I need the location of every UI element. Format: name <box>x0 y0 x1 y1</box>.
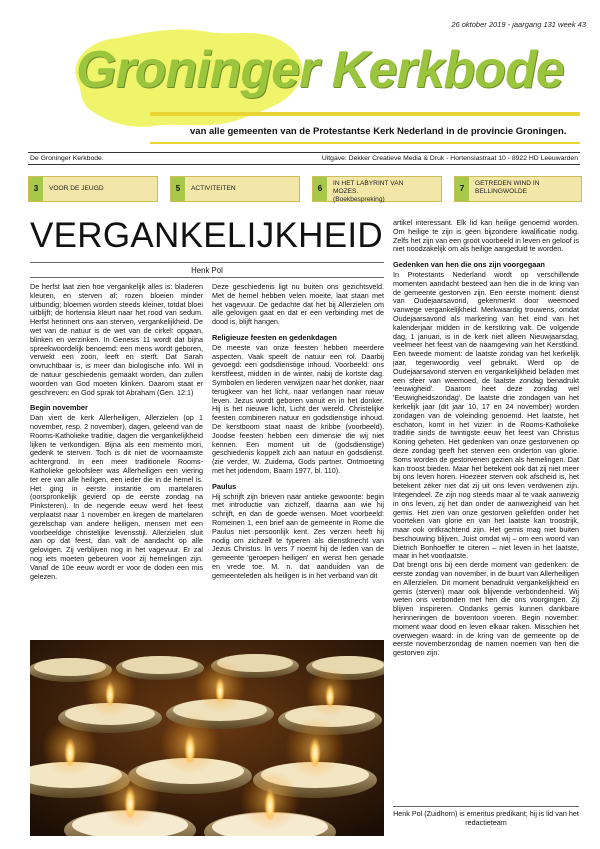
paragraph: Dat brengt ons bij een derde moment van gedenken: de eerste zondag van november, in de buurt van Allerheiligen en Allerzielen. Dit moment benadrukt vergankelijkheid en gemis (sterven) maar ook blijvende verbondenheid. Wij weten ons verbonden met hen die ons voorgingen. Zij blijven inspireren. Ondanks gemis kunnen dankbare herinneringen de boventoon voeren. Begin november: moment waar dood en leven elkaar raken. Misschien het overwegen waard: in de kring van de gemeente op de eerste novemberzondag de namen noemen van hen die gestorven zijn. <box>393 560 579 658</box>
author-bio: Henk Pol (Zuidhorn) is emeritus predikant; hij is lid van het redactieteam <box>393 806 579 828</box>
toc-item[interactable] <box>170 176 300 202</box>
masthead-tagline: van alle gemeenten van de Protestantse Kerk Nederland in de provincie Groningen. <box>190 126 567 137</box>
toc-item[interactable] <box>454 176 582 202</box>
article-column-3 <box>393 219 579 799</box>
toc-page-number: 6 <box>313 177 327 201</box>
author-rule <box>30 277 384 278</box>
paragraph: Hij schrijft zijn brieven naar antieke gewoonte: begin met introductie van zichzelf, daarna aan wie hij schrijft, en dan de goede wensen. Moet voorbeeld: Romeinen 1, een brief aan de gemeente in Rome die Paulus niet persoonlijk kent. Zes verzen heeft hij nodig om zichzelf te typeren als dienstknecht van Jezus Christus. In vers 7 noemt hij de leden van de gemeente 'geroepen heiligen' en wenst hen genade en vrede toe. M. n. dat aanduiden van de gemeenteleden als heiligen is in het verband van dit <box>212 491 384 580</box>
article-headline: VERGANKELIJKHEID <box>30 216 383 255</box>
paragraph: De meeste van onze feesten hebben meerdere aspecten. Vaak speelt de natuur een rol. Daarbij gevoegd: een godsdienstige inhoud. Voorbeeld: ons kerstfeest, midden in de winter, nabij de kortste dag. Symbolen en liederen verwijzen naar het donker, naar terugkeer van het licht, naar verlangen naar nieuw leven. Jezus wordt geboren vanuit en in het donker. Hij is het nieuwe licht, Licht der wereld. Christelijke feesten combineren natuur en godsdienstige inhoud. De kerstboom staat naast de kribbe (voorbeeld). Joodse feesten hebben een dimensie die wij niet kennen. Een moment uit de (godsdienstige) geschiedenis koppelt zich aan natuur en godsdienst. (zie verder, W. Zuidema, Gods partner. Ontmoeting met het jodendom, Baarn 1977, bl. 110). <box>212 342 384 475</box>
toc-label: IN HET LABYRINT VAN MOZES. (Boekbespreking) <box>333 180 404 203</box>
newspaper-title: Groninger Kerkbode <box>76 41 564 99</box>
publisher-info: Uitgave: Dekker Creatieve Media & Druk - Hortensiastraat 10 - 8922 HD Leeuwarden <box>321 155 578 162</box>
toc-page-number: 5 <box>171 177 185 201</box>
toc-label: ACTIVITEITEN <box>191 185 236 192</box>
masthead-rule <box>150 112 580 116</box>
subheading: Religieuze feesten en gedenkdagen <box>212 332 337 342</box>
masthead-rule-bottom <box>150 142 580 144</box>
article-column-1 <box>30 283 203 638</box>
issue-date: 26 oktober 2019 - jaargang 131 week 43 <box>451 20 586 29</box>
article-column-2 <box>212 283 384 638</box>
toc-page-number: 7 <box>455 177 469 201</box>
toc-label: VOOR DE JEUGD <box>49 185 104 192</box>
subheading: Begin november <box>30 403 88 413</box>
paragraph: In Protestants Nederland wordt op verschillende momenten aandacht besteed aan hen die in de kring van de gemeente gestorven zijn. Een eerste moment: dienst van Oudejaarsavond, gekenmerkt door weemoed vanwege vergankelijkheid. Merkwaardig trouwens, omdat Oudejaarsavond als markering van het eind van het kalenderjaar midden in de kerstkring valt. De volgende dag, 1 januari, is in de kerk niet alleen Nieuwjaarsdag, veelmeer het feest van de naamgeving van het Kerstkind. Een tweede moment: de laatste zondag van het kerkelijk jaar, tegenwoordig veel gebruikt. Werd op de Oudejaarsavond sterven en vergankelijkheid beladen met een sfeer van weemoed, de laatste zondag benadrukt 'eeuwigheid'. Daarom heet deze zondag wel 'Eeuwigheidszondag'. De laatste drie zondagen van het kerkelijk jaar (dit jaar 10, 17 en 24 november) worden zondagen van de voleinding genoemd. Het laatste, het eschaton, komt in het vizier: in de Rooms-Katholieke traditie sinds de twintigste eeuw het feest van Christus Koning geheten. Het gedenken van onze gestorvenen op deze zondag geeft het sterven een onderton van glorie. Soms worden de gestorvenen gezien als hemelingen. Dat kan troost bieden. Maar het betekent ook dat zij niet meer bij ons leven horen. Hoezeer sterven ook afscheid is, het betekent zéker niet dat zij uit ons leven verdwenen zijn. Integendeel. Ze zijn nog steeds maar al te vaak aanwezig in ons leven, zij het dan onder de aanwezigheid van het gemis. Het zien van onze gestorven geliefden onder het voorteken van glorie en van het laatste kan troostrijk, maar ook ontkrachtend zijn. Het gemis mag niet buiten beschouwing blijven. Juist omdat wij – om een woord van Dietrich Bonhoeffer te citeren – niet leven in het laatste, maar in het voorlaatste. <box>393 269 579 561</box>
publication-name: De Groninger Kerkbode. <box>30 155 104 162</box>
subheading: Paulus <box>212 481 237 491</box>
publisher-bar <box>28 152 580 165</box>
toc-page-number: 3 <box>29 177 43 201</box>
toc-item[interactable] <box>312 176 442 202</box>
paragraph: artikel interessant. Elk lid kan heilige genoemd worden. Om heilige te zijn is geen bijzondere kwalificatie nodig. Zelfs het zijn van een groot voorbeeld in leven en geloof is niet noodzakelijk om als heilige aangeduid te worden. <box>393 219 579 254</box>
candles-photo <box>30 640 384 836</box>
subheading: Gedenken van hen die ons zijn voorgegaan <box>393 260 545 270</box>
toc-label: GETREDEN WIND IN BELLINGWOLDE <box>475 180 540 195</box>
article-author: Henk Pol <box>30 262 384 275</box>
paragraph: De herfst laat zien hoe vergankelijk alles is: bladeren kleuren, en sterven af; rozen bloeien minder uitbundig; bloemen worden steeds kleiner, totdat bloei uitblijft; de hortensia kleurt naar het rood van sedum. Herfst herinnert ons aan sterven, vergankelijkheid. De wet van de natuur is de wet van de cirkel: opgaan, blinken en verzinken. In Genesis 11 wordt dat bijna spreekwoordelijk benoemd: een mens wordt geboren, verwekt een zoon, leeft en sterft. Dat Sarah onvruchtbaar is, is meer dan biologische info. Wil in de natuur geschiedenis gemaakt worden, dan zullen woorden van God moeten klinken. Daarom staat er geschreven: en God sprak tot Abraham (Gen. 12:1) <box>30 283 203 397</box>
toc-item[interactable] <box>28 176 158 202</box>
paragraph: Deze geschiedenis ligt nu buiten ons gezichtsveld. Met de hemel hebben velen moeite, laat staan met het vagevuur. De gedachte dat het bij Allerzielen om alle gelovigen gaat en dat er een verbinding met de dood is, blijft hangen. <box>212 283 384 327</box>
paragraph: Dan viert de kerk Allerheiligen, Allerzielen (op 1 november, resp. 2 november), dagen, geleend van de Rooms-Katholieke traditie, dagen die vergankelijkheid lijken te verkondigen. Bijna als een memento mori, gedenk te sterven. Toch is dit niet de voornaamste achtergrond. In een meer traditionele Rooms-Katholieke geloofsleer was Allerheiligen een viering ter ere van alle heiligen, een ieder die in de hemel is. Het ging in eerste instantie om martelaren (oorspronkelijk gevierd op de eerste zondag na Pinksteren). In de negende eeuw werd het feest verplaatst naar 1 november en kregen de martelaren gezelschap van andere heiligen, mensen met een voorbeeldige christelijke levensstijl. Allerzielen sluit aan op dat feest, dan valt de aandacht op alle gelovigen. Zij verblijven nog in het vagevuur. Er zal nog iets moeten gebeuren voor zij hemelingen zijn. Vanaf de 10e eeuw wordt er voor de doden een mis gelezen. <box>30 413 203 581</box>
